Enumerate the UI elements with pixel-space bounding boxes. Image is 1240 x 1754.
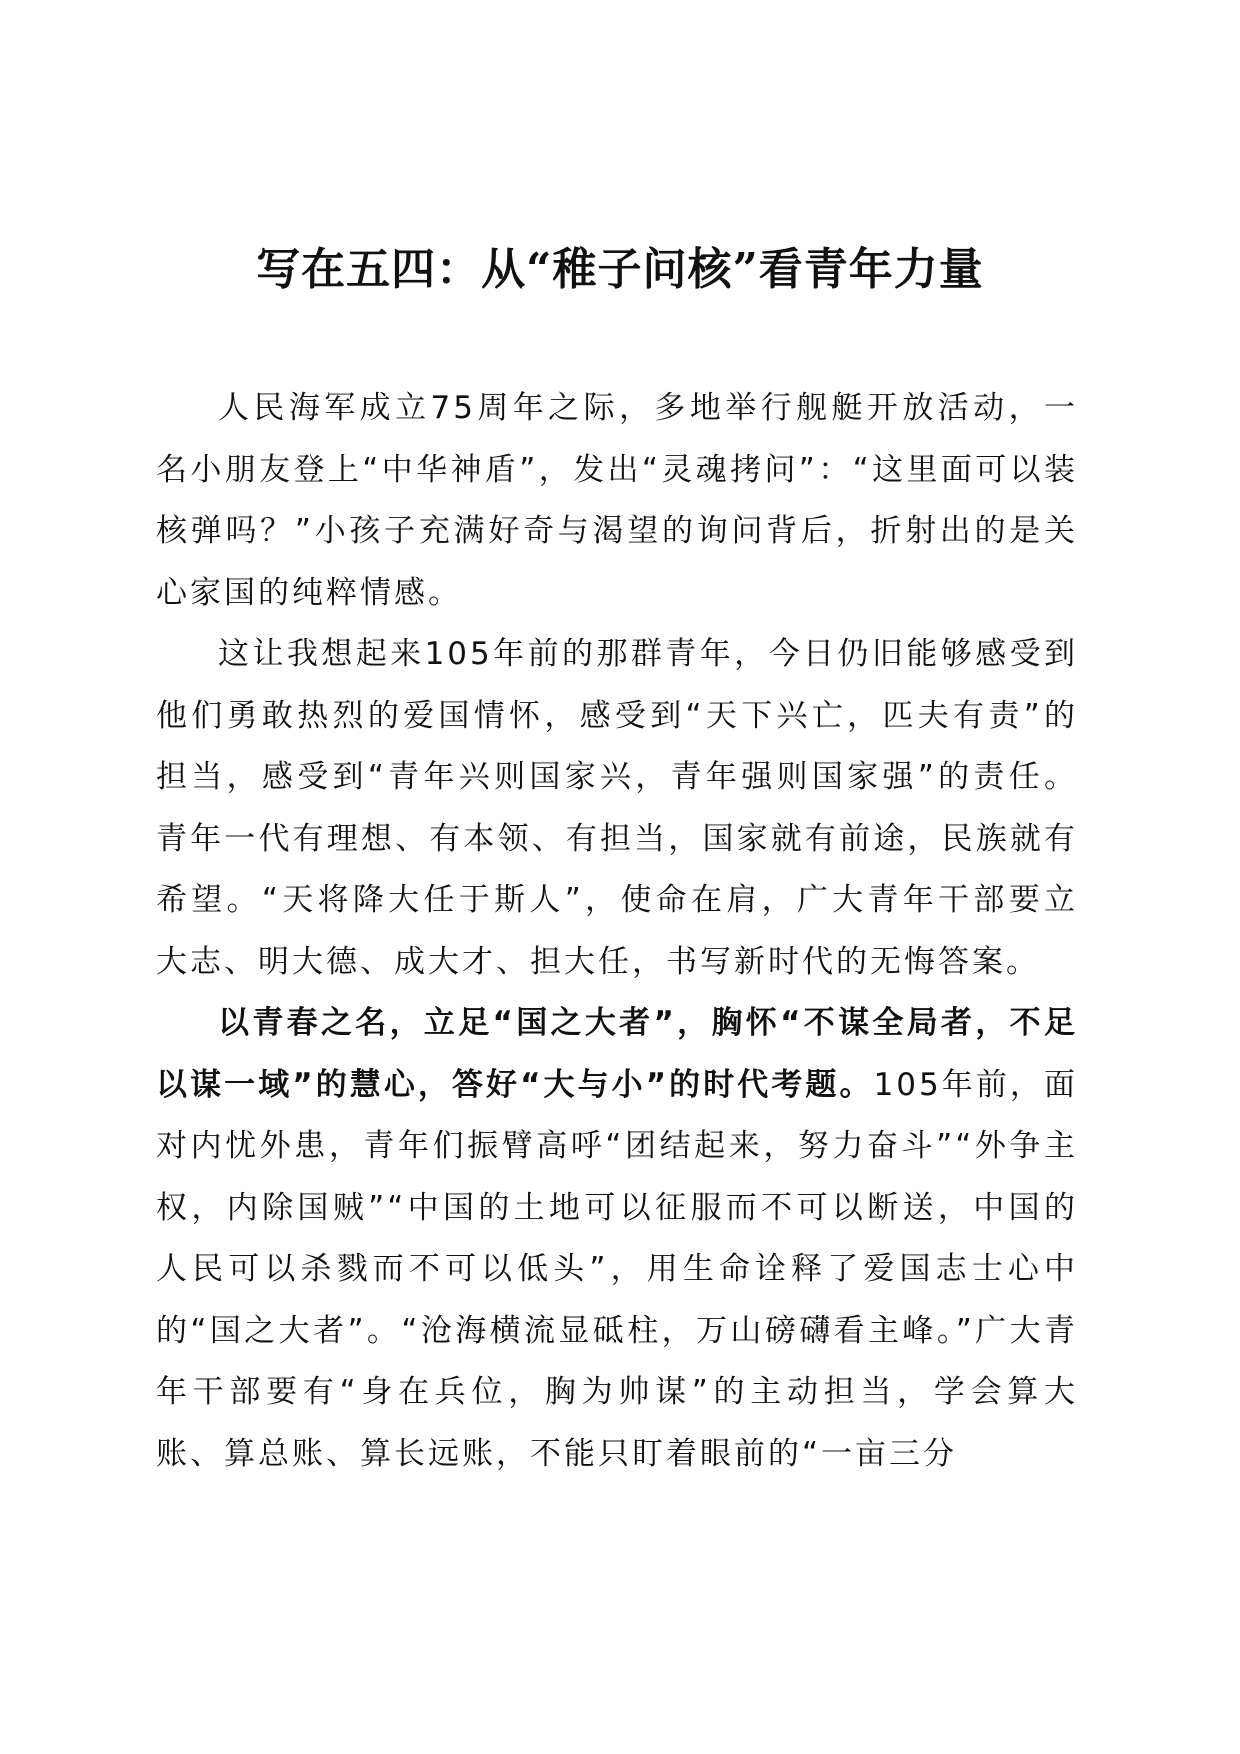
document-title: 写在五四：从“稚子问核”看青年力量 [256, 244, 984, 295]
paragraph-1 [156, 378, 1078, 624]
document-body [156, 378, 1078, 1485]
paragraph-2 [156, 624, 1078, 993]
paragraph-1-text: 人民海军成立75周年之际，多地举行舰艇开放活动，一名小朋友登上“中华神盾”，发出“灵魂拷问”：“这里面可以装核弹吗？”小孩子充满好奇与渴望的询问背后，折射出的是关心家国的纯粹情感。 [156, 390, 1078, 611]
paragraph-2-text: 这让我想起来105年前的那群青年，今日仍旧能够感受到他们勇敢热烈的爱国情怀，感受到“天下兴亡，匹夫有责”的担当，感受到“青年兴则国家兴，青年强则国家强”的责任。青年一代有理想、有本领、有担当，国家就有前途，民族就有希望。“天将降大任于斯人”，使命在肩，广大青年干部要立大志、明大德、成大才、担大任，书写新时代的无悔答案。 [156, 636, 1078, 980]
paragraph-3-lead: 以青春之名，立足“国之大者”，胸怀“不谋全局者，不足以谋一域”的慧心，答好“大与小”的时代考题。 [156, 1005, 1078, 1103]
paragraph-3 [156, 993, 1078, 1485]
paragraph-3-text: 105年前，面对内忧外患，青年们振臂高呼“团结起来，努力奋斗”“外争主权，内除国贼”“中国的土地可以征服而不可以断送，中国的人民可以杀戮而不可以低头”，用生命诠释了爱国志士心中的“国之大者”。“沧海横流显砥柱，万山磅礴看主峰。”广大青年干部要有“身在兵位，胸为帅谋”的主动担当，学会算大账、算总账、算长远账，不能只盯着眼前的“一亩三分 [156, 1066, 1078, 1472]
